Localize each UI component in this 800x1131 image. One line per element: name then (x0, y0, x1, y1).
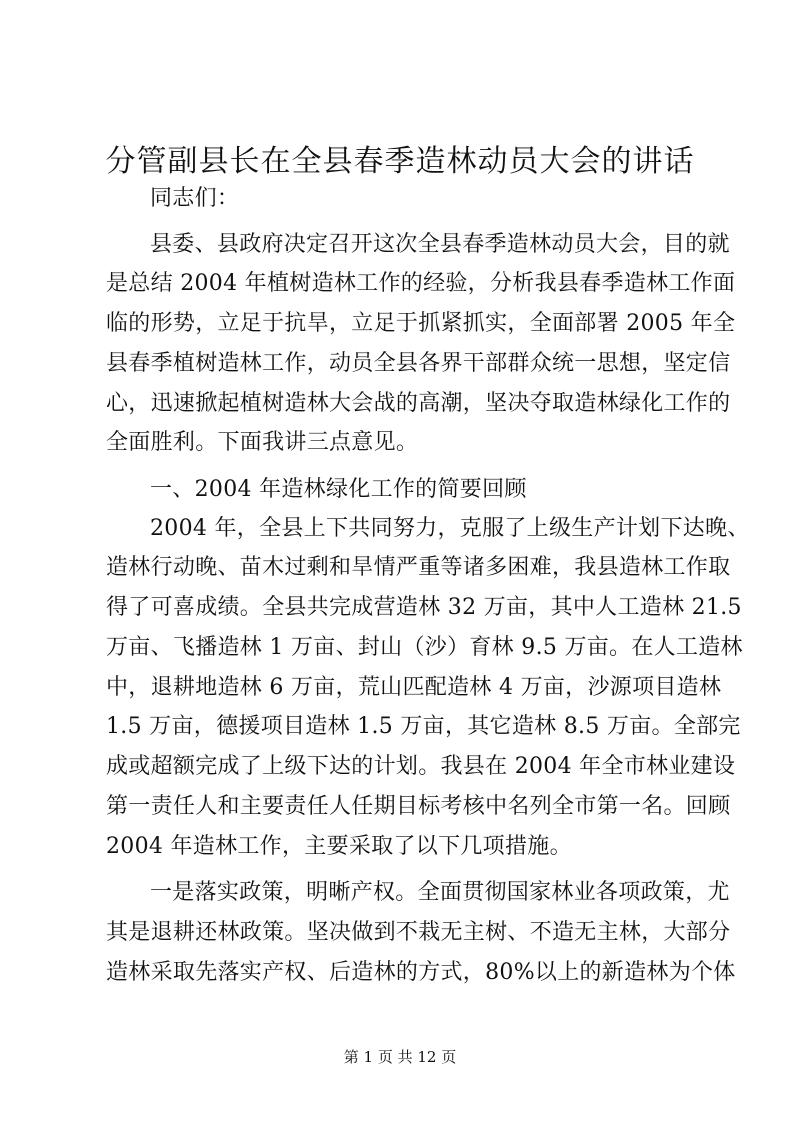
section-heading: 一、2004 年造林绿化工作的简要回顾 (150, 477, 527, 502)
page-number-footer: 第 1 页 共 12 页 (343, 1048, 457, 1066)
paragraph-2-line: 造林行动晚、苗木过剩和旱情严重等诸多困难，我县造林工作取 (106, 555, 731, 580)
paragraph-2-line: 2004 年造林工作，主要采取了以下几项措施。 (106, 834, 572, 859)
paragraph-2-line: 万亩、飞播造林 1 万亩、封山（沙）育林 9.5 万亩。在人工造林 (106, 635, 743, 660)
paragraph-2-line: 2004 年，全县上下共同努力，克服了上级生产计划下达晚、 (150, 516, 750, 541)
paragraph-2-line: 中，退耕地造林 6 万亩，荒山匹配造林 4 万亩，沙源项目造林 (106, 675, 722, 700)
paragraph-1-line: 全面胜利。下面我讲三点意见。 (106, 430, 419, 455)
paragraph-2-line: 成或超额完成了上级下达的计划。我县在 2004 年全市林业建设 (106, 754, 736, 779)
paragraph-1-line: 县春季植树造林工作，动员全县各界干部群众统一思想，坚定信 (106, 351, 731, 376)
paragraph-2-line: 得了可喜成绩。全县共完成营造林 32 万亩，其中人工造林 21.5 (106, 595, 742, 620)
paragraph-3-line: 造林采取先落实产权、后造林的方式，80%以上的新造林为个体 (106, 960, 736, 985)
greeting: 同志们： (150, 186, 240, 211)
paragraph-1-line: 是总结 2004 年植树造林工作的经验，分析我县春季造林工作面 (106, 271, 736, 296)
paragraph-2-line: 1.5 万亩，德援项目造林 1.5 万亩，其它造林 8.5 万亩。全部完 (106, 714, 741, 739)
paragraph-1-line: 县委、县政府决定召开这次全县春季造林动员大会，目的就 (150, 232, 730, 257)
paragraph-3-line: 一是落实政策，明晰产权。全面贯彻国家林业各项政策，尤 (150, 880, 730, 905)
paragraph-1-line: 临的形势，立足于抗旱，立足于抓紧抓实，全面部署 2005 年全 (106, 311, 736, 336)
paragraph-3-line: 其是退耕还林政策。坚决做到不栽无主树、不造无主林，大部分 (106, 920, 731, 945)
document-title: 分管副县长在全县春季造林动员大会的讲话 (105, 144, 695, 179)
paragraph-1-line: 心，迅速掀起植树造林大会战的高潮，坚决夺取造林绿化工作的 (106, 391, 731, 416)
paragraph-2-line: 第一责任人和主要责任人任期目标考核中名列全市第一名。回顾 (106, 794, 731, 819)
